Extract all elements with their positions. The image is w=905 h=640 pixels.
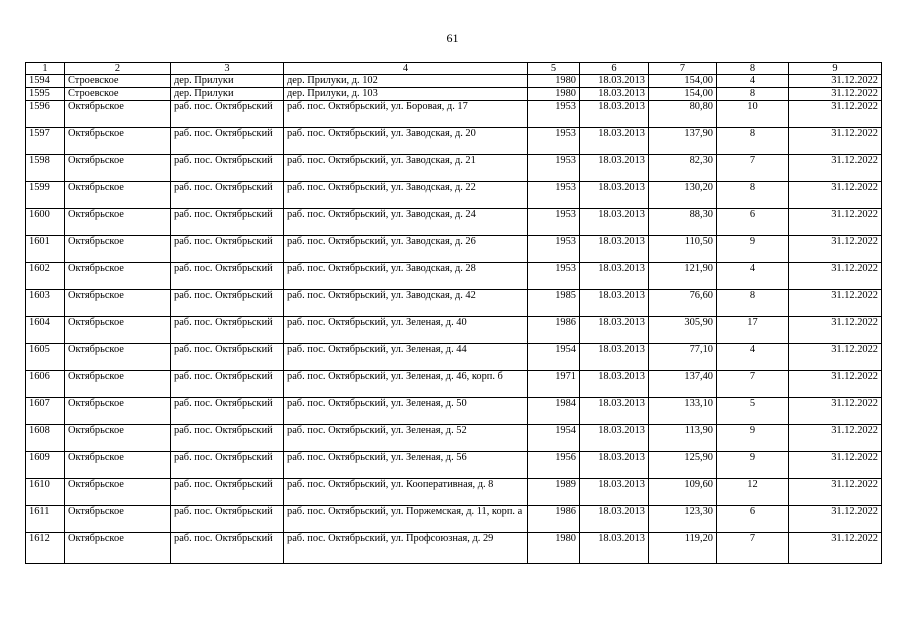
deadline-cell: 31.12.2022 — [789, 209, 882, 236]
table-row — [26, 371, 882, 398]
settlement-cell: раб. пос. Октябрьский — [171, 236, 284, 263]
row-number-cell: 1612 — [26, 533, 65, 564]
deadline-cell: 31.12.2022 — [789, 452, 882, 479]
date-cell: 18.03.2013 — [580, 479, 649, 506]
municipality-cell: Октябрьское — [65, 317, 171, 344]
year-built-cell: 1986 — [528, 317, 580, 344]
area-cell: 133,10 — [649, 398, 717, 425]
table-row — [26, 506, 882, 533]
table-row — [26, 209, 882, 236]
settlement-cell: раб. пос. Октябрьский — [171, 317, 284, 344]
year-built-cell: 1980 — [528, 533, 580, 564]
table-row — [26, 236, 882, 263]
area-cell: 113,90 — [649, 425, 717, 452]
residents-cell: 8 — [717, 182, 789, 209]
date-cell: 18.03.2013 — [580, 425, 649, 452]
column-header: 5 — [528, 63, 580, 75]
address-cell: дер. Прилуки, д. 103 — [284, 88, 528, 101]
municipality-cell: Октябрьское — [65, 155, 171, 182]
residents-cell: 10 — [717, 101, 789, 128]
address-cell: раб. пос. Октябрьский, ул. Поржемская, д. 11, корп. а — [284, 506, 528, 533]
residents-cell: 4 — [717, 344, 789, 371]
table-row — [26, 88, 882, 101]
date-cell: 18.03.2013 — [580, 128, 649, 155]
year-built-cell: 1954 — [528, 425, 580, 452]
year-built-cell: 1986 — [528, 506, 580, 533]
date-cell: 18.03.2013 — [580, 506, 649, 533]
residents-cell: 17 — [717, 317, 789, 344]
area-cell: 109,60 — [649, 479, 717, 506]
residents-cell: 6 — [717, 506, 789, 533]
deadline-cell: 31.12.2022 — [789, 425, 882, 452]
settlement-cell: раб. пос. Октябрьский — [171, 101, 284, 128]
address-cell: раб. пос. Октябрьский, ул. Заводская, д. 28 — [284, 263, 528, 290]
date-cell: 18.03.2013 — [580, 209, 649, 236]
row-number-cell: 1605 — [26, 344, 65, 371]
date-cell: 18.03.2013 — [580, 236, 649, 263]
row-number-cell: 1600 — [26, 209, 65, 236]
settlement-cell: раб. пос. Октябрьский — [171, 263, 284, 290]
deadline-cell: 31.12.2022 — [789, 75, 882, 88]
row-number-cell: 1598 — [26, 155, 65, 182]
row-number-cell: 1604 — [26, 317, 65, 344]
column-header: 6 — [580, 63, 649, 75]
column-header: 1 — [26, 63, 65, 75]
address-cell: раб. пос. Октябрьский, ул. Зеленая, д. 44 — [284, 344, 528, 371]
year-built-cell: 1953 — [528, 182, 580, 209]
table-row — [26, 533, 882, 564]
settlement-cell: раб. пос. Октябрьский — [171, 533, 284, 564]
residents-cell: 12 — [717, 479, 789, 506]
page-number: 61 — [446, 31, 459, 45]
row-number-cell: 1599 — [26, 182, 65, 209]
deadline-cell: 31.12.2022 — [789, 128, 882, 155]
deadline-cell: 31.12.2022 — [789, 101, 882, 128]
settlement-cell: раб. пос. Октябрьский — [171, 290, 284, 317]
area-cell: 76,60 — [649, 290, 717, 317]
deadline-cell: 31.12.2022 — [789, 398, 882, 425]
table-row — [26, 317, 882, 344]
column-header: 2 — [65, 63, 171, 75]
date-cell: 18.03.2013 — [580, 533, 649, 564]
municipality-cell: Октябрьское — [65, 263, 171, 290]
area-cell: 123,30 — [649, 506, 717, 533]
residents-cell: 4 — [717, 75, 789, 88]
municipality-cell: Октябрьское — [65, 128, 171, 155]
deadline-cell: 31.12.2022 — [789, 182, 882, 209]
municipality-cell: Октябрьское — [65, 479, 171, 506]
area-cell: 137,90 — [649, 128, 717, 155]
municipality-cell: Октябрьское — [65, 506, 171, 533]
date-cell: 18.03.2013 — [580, 398, 649, 425]
deadline-cell: 31.12.2022 — [789, 236, 882, 263]
year-built-cell: 1989 — [528, 479, 580, 506]
date-cell: 18.03.2013 — [580, 101, 649, 128]
column-header: 4 — [284, 63, 528, 75]
row-number-cell: 1596 — [26, 101, 65, 128]
address-cell: раб. пос. Октябрьский, ул. Заводская, д. 21 — [284, 155, 528, 182]
row-number-cell: 1609 — [26, 452, 65, 479]
municipality-cell: Октябрьское — [65, 236, 171, 263]
table-row — [26, 290, 882, 317]
year-built-cell: 1971 — [528, 371, 580, 398]
area-cell: 125,90 — [649, 452, 717, 479]
deadline-cell: 31.12.2022 — [789, 344, 882, 371]
municipality-cell: Строевское — [65, 75, 171, 88]
area-cell: 154,00 — [649, 75, 717, 88]
municipality-cell: Октябрьское — [65, 371, 171, 398]
deadline-cell: 31.12.2022 — [789, 263, 882, 290]
row-number-cell: 1607 — [26, 398, 65, 425]
municipality-cell: Октябрьское — [65, 344, 171, 371]
date-cell: 18.03.2013 — [580, 452, 649, 479]
address-cell: раб. пос. Октябрьский, ул. Зеленая, д. 56 — [284, 452, 528, 479]
settlement-cell: раб. пос. Октябрьский — [171, 209, 284, 236]
year-built-cell: 1980 — [528, 75, 580, 88]
residents-cell: 8 — [717, 290, 789, 317]
column-header: 8 — [717, 63, 789, 75]
date-cell: 18.03.2013 — [580, 182, 649, 209]
address-cell: раб. пос. Октябрьский, ул. Кооперативная, д. 8 — [284, 479, 528, 506]
address-cell: раб. пос. Октябрьский, ул. Заводская, д. 26 — [284, 236, 528, 263]
year-built-cell: 1953 — [528, 155, 580, 182]
area-cell: 154,00 — [649, 88, 717, 101]
residents-cell: 7 — [717, 533, 789, 564]
residents-cell: 8 — [717, 88, 789, 101]
residents-cell: 4 — [717, 263, 789, 290]
year-built-cell: 1953 — [528, 209, 580, 236]
table-row — [26, 398, 882, 425]
year-built-cell: 1985 — [528, 290, 580, 317]
address-cell: раб. пос. Октябрьский, ул. Заводская, д. 22 — [284, 182, 528, 209]
residents-cell: 5 — [717, 398, 789, 425]
residents-cell: 9 — [717, 452, 789, 479]
area-cell: 119,20 — [649, 533, 717, 564]
year-built-cell: 1953 — [528, 101, 580, 128]
deadline-cell: 31.12.2022 — [789, 155, 882, 182]
housing-register-table — [25, 62, 882, 564]
settlement-cell: раб. пос. Октябрьский — [171, 425, 284, 452]
municipality-cell: Октябрьское — [65, 533, 171, 564]
table-row — [26, 425, 882, 452]
deadline-cell: 31.12.2022 — [789, 371, 882, 398]
row-number-cell: 1597 — [26, 128, 65, 155]
deadline-cell: 31.12.2022 — [789, 506, 882, 533]
residents-cell: 9 — [717, 425, 789, 452]
address-cell: дер. Прилуки, д. 102 — [284, 75, 528, 88]
year-built-cell: 1984 — [528, 398, 580, 425]
settlement-cell: раб. пос. Октябрьский — [171, 479, 284, 506]
address-cell: раб. пос. Октябрьский, ул. Профсоюзная, д. 29 — [284, 533, 528, 564]
address-cell: раб. пос. Октябрьский, ул. Заводская, д. 42 — [284, 290, 528, 317]
settlement-cell: раб. пос. Октябрьский — [171, 128, 284, 155]
table-row — [26, 101, 882, 128]
area-cell: 82,30 — [649, 155, 717, 182]
column-number-row — [26, 63, 882, 75]
row-number-cell: 1611 — [26, 506, 65, 533]
year-built-cell: 1954 — [528, 344, 580, 371]
residents-cell: 7 — [717, 371, 789, 398]
municipality-cell: Строевское — [65, 88, 171, 101]
address-cell: раб. пос. Октябрьский, ул. Зеленая, д. 52 — [284, 425, 528, 452]
area-cell: 130,20 — [649, 182, 717, 209]
address-cell: раб. пос. Октябрьский, ул. Зеленая, д. 40 — [284, 317, 528, 344]
address-cell: раб. пос. Октябрьский, ул. Боровая, д. 17 — [284, 101, 528, 128]
row-number-cell: 1610 — [26, 479, 65, 506]
date-cell: 18.03.2013 — [580, 290, 649, 317]
table-row — [26, 452, 882, 479]
deadline-cell: 31.12.2022 — [789, 533, 882, 564]
address-cell: раб. пос. Октябрьский, ул. Заводская, д. 24 — [284, 209, 528, 236]
row-number-cell: 1608 — [26, 425, 65, 452]
settlement-cell: дер. Прилуки — [171, 75, 284, 88]
settlement-cell: дер. Прилуки — [171, 88, 284, 101]
column-header: 9 — [789, 63, 882, 75]
year-built-cell: 1953 — [528, 128, 580, 155]
row-number-cell: 1606 — [26, 371, 65, 398]
area-cell: 110,50 — [649, 236, 717, 263]
deadline-cell: 31.12.2022 — [789, 290, 882, 317]
date-cell: 18.03.2013 — [580, 155, 649, 182]
area-cell: 121,90 — [649, 263, 717, 290]
deadline-cell: 31.12.2022 — [789, 317, 882, 344]
area-cell: 88,30 — [649, 209, 717, 236]
table-row — [26, 155, 882, 182]
settlement-cell: раб. пос. Октябрьский — [171, 506, 284, 533]
date-cell: 18.03.2013 — [580, 88, 649, 101]
residents-cell: 7 — [717, 155, 789, 182]
municipality-cell: Октябрьское — [65, 182, 171, 209]
table-row — [26, 182, 882, 209]
area-cell: 80,80 — [649, 101, 717, 128]
municipality-cell: Октябрьское — [65, 398, 171, 425]
settlement-cell: раб. пос. Октябрьский — [171, 371, 284, 398]
address-cell: раб. пос. Октябрьский, ул. Зеленая, д. 50 — [284, 398, 528, 425]
column-header: 7 — [649, 63, 717, 75]
year-built-cell: 1953 — [528, 236, 580, 263]
date-cell: 18.03.2013 — [580, 371, 649, 398]
row-number-cell: 1595 — [26, 88, 65, 101]
settlement-cell: раб. пос. Октябрьский — [171, 344, 284, 371]
row-number-cell: 1594 — [26, 75, 65, 88]
settlement-cell: раб. пос. Октябрьский — [171, 155, 284, 182]
table-row — [26, 479, 882, 506]
settlement-cell: раб. пос. Октябрьский — [171, 398, 284, 425]
residents-cell: 9 — [717, 236, 789, 263]
row-number-cell: 1603 — [26, 290, 65, 317]
address-cell: раб. пос. Октябрьский, ул. Заводская, д. 20 — [284, 128, 528, 155]
table-body — [26, 75, 882, 564]
municipality-cell: Октябрьское — [65, 209, 171, 236]
deadline-cell: 31.12.2022 — [789, 479, 882, 506]
municipality-cell: Октябрьское — [65, 425, 171, 452]
year-built-cell: 1980 — [528, 88, 580, 101]
table-row — [26, 344, 882, 371]
date-cell: 18.03.2013 — [580, 75, 649, 88]
year-built-cell: 1953 — [528, 263, 580, 290]
settlement-cell: раб. пос. Октябрьский — [171, 182, 284, 209]
table-row — [26, 263, 882, 290]
area-cell: 305,90 — [649, 317, 717, 344]
date-cell: 18.03.2013 — [580, 317, 649, 344]
deadline-cell: 31.12.2022 — [789, 88, 882, 101]
table-row — [26, 75, 882, 88]
municipality-cell: Октябрьское — [65, 452, 171, 479]
row-number-cell: 1601 — [26, 236, 65, 263]
address-cell: раб. пос. Октябрьский, ул. Зеленая, д. 46, корп. б — [284, 371, 528, 398]
row-number-cell: 1602 — [26, 263, 65, 290]
settlement-cell: раб. пос. Октябрьский — [171, 452, 284, 479]
residents-cell: 6 — [717, 209, 789, 236]
area-cell: 137,40 — [649, 371, 717, 398]
area-cell: 77,10 — [649, 344, 717, 371]
table-row — [26, 128, 882, 155]
municipality-cell: Октябрьское — [65, 101, 171, 128]
municipality-cell: Октябрьское — [65, 290, 171, 317]
date-cell: 18.03.2013 — [580, 344, 649, 371]
column-header: 3 — [171, 63, 284, 75]
residents-cell: 8 — [717, 128, 789, 155]
year-built-cell: 1956 — [528, 452, 580, 479]
date-cell: 18.03.2013 — [580, 263, 649, 290]
